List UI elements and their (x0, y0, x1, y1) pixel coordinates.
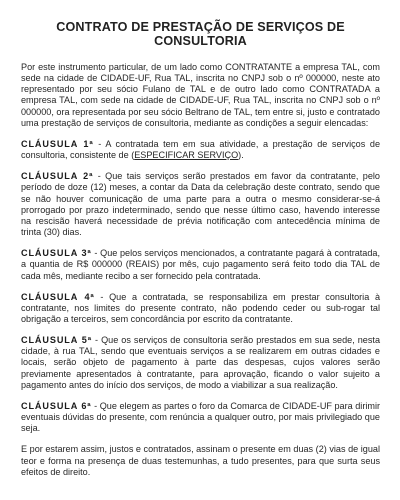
clause-5-paragraph (21, 335, 380, 391)
clause-4-paragraph (21, 292, 380, 325)
clause-1-placeholder: ESPECIFICAR SERVIÇO (134, 150, 239, 161)
closing-paragraph: E por estarem assim, justos e contratados, assinam o presente em duas (2) vias de igual teor e forma na presença de duas testemunhas, a tudo presentes, para que surta seus efeitos de direito. (21, 444, 380, 477)
clause-3-label: CLÁUSULA 3ª (21, 248, 92, 259)
clause-1-label: CLÁUSULA 1ª (21, 138, 94, 149)
clause-4-text: - Que a contratada, se responsabiliza em prestar consultoria à contratante, nos limites do presente contrato, não podendo ceder ou sub-rogar tal obrigação a terceiros, sem concordância por escrito da contratante. (21, 291, 380, 324)
clause-2-paragraph (21, 171, 380, 238)
clause-3-text: - Que pelos serviços mencionados, a contratante pagará à contratada, a quantia de R$ 000000 (REAIS) por mês, cujo pagamento será feito todo dia TAL de cada mês, mediante recibo a ser fornecido pela contratada. (21, 248, 381, 281)
clause-5-label: CLÁUSULA 5ª (21, 335, 93, 346)
clause-5-text: - Que os serviços de consultoria serão prestados em sua sede, nesta cidade, à rua TAL, sendo que eventuais serviços a se realizarem em outras cidades e locais, serão objeto de pagamento à parte das despesas, cujos valores serão previamente apresentados à contratante, para aprovação, ficando o valor sujeito a pagamento antes do início dos serviços, de modo a viabilizar a sua realização. (21, 335, 380, 390)
intro-paragraph: Por este instrumento particular, de um lado como CONTRATANTE a empresa TAL, com sede na cidade de CIDADE-UF, Rua TAL, inscrita no CNPJ sob o nº 000000, neste ato representado por seu sócio Fulano de TAL e de outro lado como CONTRATADA a empresa TAL, com sede na cidade de CIDADE-UF, Rua TAL, inscrita no CNPJ sob o nº 000000, ora representada por seu sócio Beltrano de TAL, tem entre si, justo e contratado uma prestação de serviços de consultoria, mediante as condições a seguir elencadas: (21, 62, 380, 128)
clause-1-text-end: ). (238, 150, 244, 161)
document-title-line-2: CONSULTORIA (154, 34, 247, 48)
clause-6-paragraph (21, 401, 380, 434)
document-title-line-1: CONTRATO DE PRESTAÇÃO DE SERVIÇOS DE (56, 20, 345, 34)
clause-4-label: CLÁUSULA 4ª (21, 291, 95, 302)
clause-2-label: CLÁUSULA 2ª (21, 171, 94, 182)
clause-2-text: - Que tais serviços serão prestados em favor da contratante, pelo período de doze (12) meses, a contar da Data da celebração deste contrato, sendo que se não houver comunicação de uma parte para a outra o mesmo considerar-se-á prorrogado por prazo indeterminado, sendo que nesse último caso, havendo interesse na rescisão haverá necessidade de prévia notificação com antecedência mínima de trinta (30) dias. (21, 171, 380, 238)
clause-6-text: - Que elegem as partes o foro da Comarca de CIDADE-UF para dirimir eventuais dúvidas do presente, com renúncia a qualquer outro, por mais privilegiado que seja. (21, 400, 380, 434)
document-title (21, 20, 380, 48)
clause-1-text: - A contratada tem em sua atividade, a prestação de serviços de consultoria, consistente de ( (21, 138, 381, 161)
clause-3-paragraph (21, 248, 380, 281)
clause-6-label: CLÁUSULA 6ª (21, 400, 92, 411)
clause-1-paragraph (21, 139, 380, 161)
